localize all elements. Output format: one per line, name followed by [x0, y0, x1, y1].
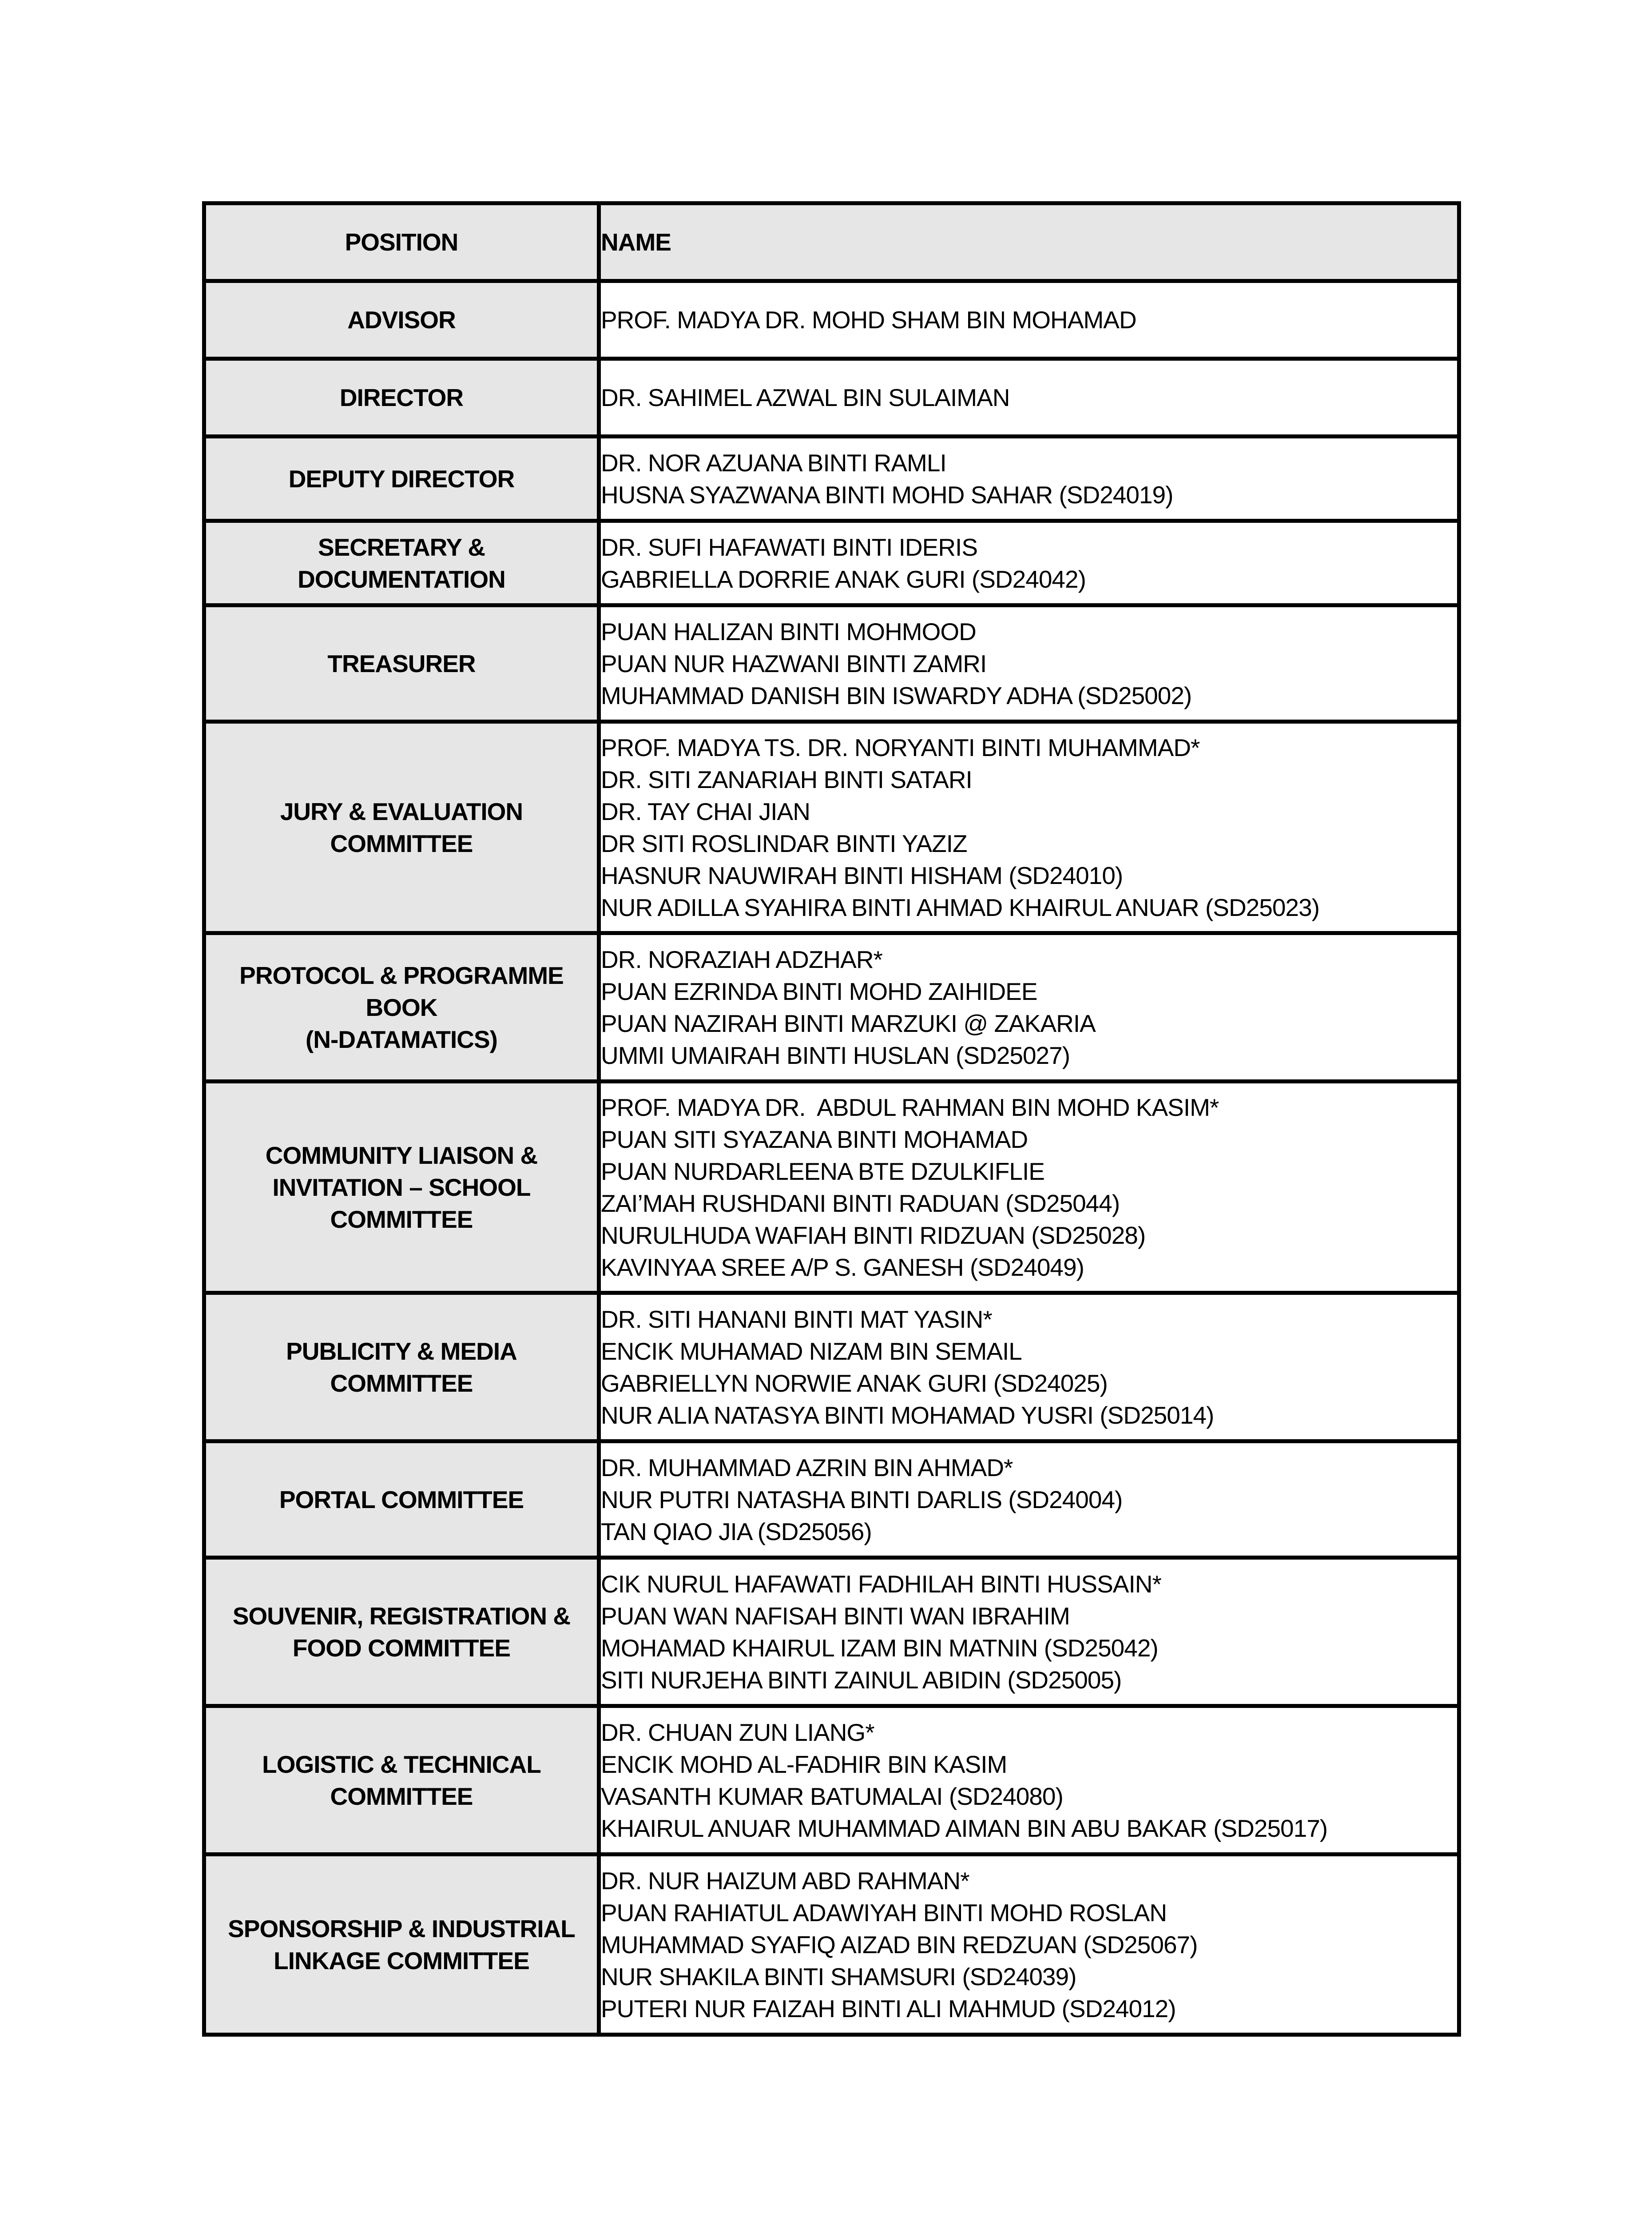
position-label: PROTOCOL & PROGRAMME	[239, 961, 564, 989]
member-name: MUHAMMAD DANISH BIN ISWARDY ADHA (SD25002)	[601, 681, 1192, 709]
member-name: PUAN NAZIRAH BINTI MARZUKI @ ZAKARIA	[601, 1009, 1096, 1037]
member-name: NUR PUTRI NATASHA BINTI DARLIS (SD24004)	[601, 1485, 1123, 1513]
position-cell	[204, 437, 599, 521]
member-name: DR. TAY CHAI JIAN	[601, 797, 810, 825]
position-cell	[204, 1082, 599, 1293]
member-name: VASANTH KUMAR BATUMALAI (SD24080)	[601, 1782, 1063, 1810]
table-row	[204, 281, 1459, 359]
position-label: COMMITTEE	[330, 829, 473, 857]
member-name: UMMI UMAIRAH BINTI HUSLAN (SD25027)	[601, 1041, 1070, 1069]
table-row	[204, 437, 1459, 521]
position-label: DOCUMENTATION	[298, 565, 505, 593]
table-row	[204, 1706, 1459, 1855]
member-name: PUAN SITI SYAZANA BINTI MOHAMAD	[601, 1125, 1028, 1153]
table-body	[204, 281, 1459, 2035]
position-label: COMMUNITY LIAISON &	[265, 1141, 538, 1169]
table-row	[204, 1558, 1459, 1706]
member-name: PUAN HALIZAN BINTI MOHMOOD	[601, 617, 976, 645]
table-row	[204, 1855, 1459, 2035]
member-name: ENCIK MUHAMAD NIZAM BIN SEMAIL	[601, 1337, 1022, 1365]
member-name: ENCIK MOHD AL-FADHIR BIN KASIM	[601, 1750, 1007, 1778]
position-cell	[204, 1706, 599, 1855]
member-name: KAVINYAA SREE A/P S. GANESH (SD24049)	[601, 1253, 1084, 1281]
position-cell	[204, 521, 599, 605]
member-name: NUR SHAKILA BINTI SHAMSURI (SD24039)	[601, 1962, 1076, 1990]
member-name: HASNUR NAUWIRAH BINTI HISHAM (SD24010)	[601, 861, 1123, 889]
position-label: DEPUTY DIRECTOR	[288, 465, 515, 493]
table-row	[204, 1293, 1459, 1441]
position-cell	[204, 1558, 599, 1706]
names-cell	[599, 281, 1459, 359]
position-column-header: POSITION	[204, 203, 599, 281]
names-cell	[599, 1855, 1459, 2035]
names-cell	[599, 933, 1459, 1082]
position-label: SPONSORSHIP & INDUSTRIAL	[228, 1915, 575, 1942]
names-cell	[599, 1441, 1459, 1558]
member-name: DR. CHUAN ZUN LIANG*	[601, 1718, 874, 1746]
position-label: BOOK	[365, 993, 437, 1021]
position-label: COMMITTEE	[330, 1782, 473, 1810]
member-name: DR. SITI ZANARIAH BINTI SATARI	[601, 765, 972, 793]
member-name: HUSNA SYAZWANA BINTI MOHD SAHAR (SD24019)	[601, 481, 1173, 509]
member-name: PUTERI NUR FAIZAH BINTI ALI MAHMUD (SD24012)	[601, 1994, 1176, 2022]
table-row	[204, 1441, 1459, 1558]
member-name: DR. NUR HAIZUM ABD RAHMAN*	[601, 1867, 969, 1895]
table-row	[204, 722, 1459, 933]
member-name: DR SITI ROSLINDAR BINTI YAZIZ	[601, 829, 967, 857]
member-name: PUAN WAN NAFISAH BINTI WAN IBRAHIM	[601, 1602, 1070, 1630]
member-name: NUR ADILLA SYAHIRA BINTI AHMAD KHAIRUL ANUAR (SD25023)	[601, 893, 1319, 921]
position-label: PUBLICITY & MEDIA	[286, 1337, 517, 1365]
member-name: PROF. MADYA DR. ABDUL RAHMAN BIN MOHD KASIM*	[601, 1093, 1219, 1121]
position-label: COMMITTEE	[330, 1369, 473, 1397]
member-name: GABRIELLYN NORWIE ANAK GURI (SD24025)	[601, 1369, 1108, 1397]
member-name: NUR ALIA NATASYA BINTI MOHAMAD YUSRI (SD25014)	[601, 1401, 1214, 1429]
member-name: ZAI’MAH RUSHDANI BINTI RADUAN (SD25044)	[601, 1189, 1120, 1217]
table-row	[204, 521, 1459, 605]
names-cell	[599, 437, 1459, 521]
member-name: PUAN NUR HAZWANI BINTI ZAMRI	[601, 649, 987, 677]
member-name: KHAIRUL ANUAR MUHAMMAD AIMAN BIN ABU BAKAR (SD25017)	[601, 1814, 1328, 1842]
position-label: ADVISOR	[347, 306, 456, 334]
names-cell	[599, 1706, 1459, 1855]
table-row	[204, 933, 1459, 1082]
member-name: DR. SUFI HAFAWATI BINTI IDERIS	[601, 533, 978, 561]
member-name: NURULHUDA WAFIAH BINTI RIDZUAN (SD25028)	[601, 1221, 1146, 1249]
position-cell	[204, 1855, 599, 2035]
committee-table	[202, 201, 1461, 2037]
names-cell	[599, 605, 1459, 722]
position-label: PORTAL COMMITTEE	[279, 1485, 524, 1513]
member-name: DR. SITI HANANI BINTI MAT YASIN*	[601, 1305, 992, 1333]
table-header-row	[204, 203, 1459, 281]
member-name: MOHAMAD KHAIRUL IZAM BIN MATNIN (SD25042)	[601, 1634, 1158, 1662]
position-label: (N-DATAMATICS)	[306, 1025, 497, 1053]
position-label: SOUVENIR, REGISTRATION &	[232, 1602, 571, 1630]
position-label: TREASURER	[327, 649, 476, 677]
member-name: DR. NORAZIAH ADZHAR*	[601, 945, 882, 973]
names-cell	[599, 1082, 1459, 1293]
position-cell	[204, 722, 599, 933]
member-name: PROF. MADYA DR. MOHD SHAM BIN MOHAMAD	[601, 306, 1136, 334]
member-name: DR. MUHAMMAD AZRIN BIN AHMAD*	[601, 1453, 1013, 1481]
member-name: SITI NURJEHA BINTI ZAINUL ABIDIN (SD25005)	[601, 1666, 1122, 1694]
member-name: GABRIELLA DORRIE ANAK GURI (SD24042)	[601, 565, 1086, 593]
member-name: PROF. MADYA TS. DR. NORYANTI BINTI MUHAMMAD*	[601, 733, 1200, 761]
member-name: PUAN RAHIATUL ADAWIYAH BINTI MOHD ROSLAN	[601, 1899, 1167, 1926]
position-label: COMMITTEE	[330, 1205, 473, 1233]
names-cell	[599, 521, 1459, 605]
member-name: CIK NURUL HAFAWATI FADHILAH BINTI HUSSAIN*	[601, 1570, 1161, 1598]
position-label: LOGISTIC & TECHNICAL	[262, 1750, 541, 1778]
position-cell	[204, 359, 599, 437]
member-name: TAN QIAO JIA (SD25056)	[601, 1517, 872, 1545]
position-cell	[204, 281, 599, 359]
member-name: DR. SAHIMEL AZWAL BIN SULAIMAN	[601, 384, 1010, 411]
names-cell	[599, 359, 1459, 437]
names-cell	[599, 722, 1459, 933]
table-row	[204, 359, 1459, 437]
name-column-header: NAME	[599, 203, 1459, 281]
names-cell	[599, 1293, 1459, 1441]
position-cell	[204, 1441, 599, 1558]
table-row	[204, 605, 1459, 722]
member-name: PUAN EZRINDA BINTI MOHD ZAIHIDEE	[601, 977, 1037, 1005]
position-label: FOOD COMMITTEE	[292, 1634, 511, 1662]
position-label: DIRECTOR	[339, 384, 464, 411]
position-label: INVITATION – SCHOOL	[272, 1173, 531, 1201]
position-label: JURY & EVALUATION	[280, 797, 523, 825]
position-cell	[204, 605, 599, 722]
position-cell	[204, 1293, 599, 1441]
names-cell	[599, 1558, 1459, 1706]
position-label: SECRETARY &	[318, 533, 485, 561]
member-name: DR. NOR AZUANA BINTI RAMLI	[601, 449, 946, 477]
member-name: MUHAMMAD SYAFIQ AIZAD BIN REDZUAN (SD25067)	[601, 1930, 1198, 1958]
position-cell	[204, 933, 599, 1082]
position-label: LINKAGE COMMITTEE	[274, 1946, 529, 1974]
member-name: PUAN NURDARLEENA BTE DZULKIFLIE	[601, 1157, 1044, 1185]
table-row	[204, 1082, 1459, 1293]
